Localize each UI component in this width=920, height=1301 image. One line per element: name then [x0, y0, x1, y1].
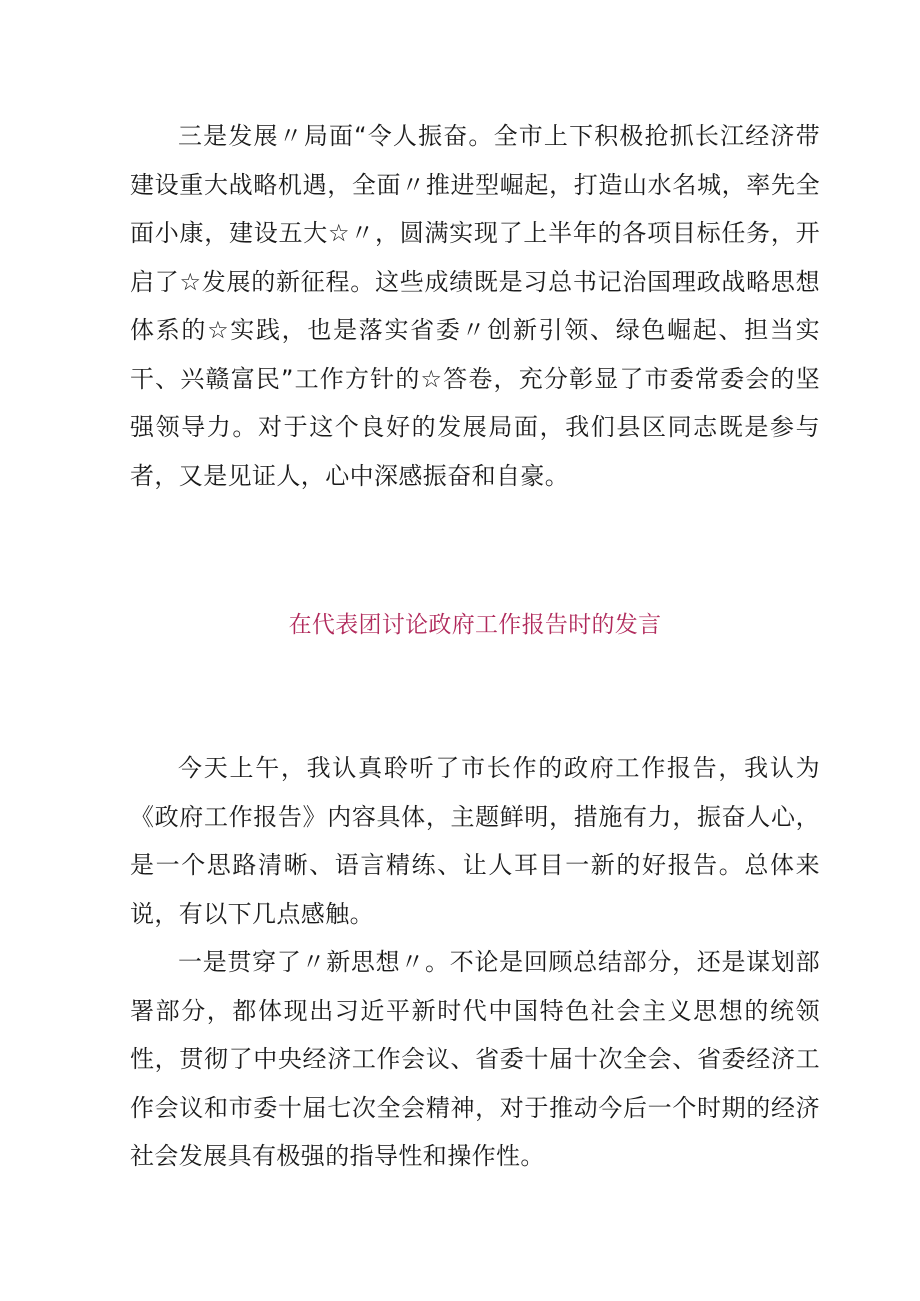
body-paragraph-new-thought: 一是贯穿了〃新思想〃。不论是回顾总结部分，还是谋划部署部分，都体现出习近平新时代中国特色社会主义思想的统领性，贯彻了中央经济工作会议、省委十届十次全会、省委经济工作会议和市委十届七次全会精神，对于推动今后一个时期的经济社会发展具有极强的指导性和操作性。: [130, 948, 820, 1170]
body-paragraph-opening: 今天上午，我认真聆听了市长作的政府工作报告，我认为《政府工作报告》内容具体，主题鲜明，措施有力，振奋人心，是一个思路清晰、语言精练、让人耳目一新的好报告。总体来说，有以下几点感触。: [130, 754, 820, 928]
body-paragraph-development-situation: 三是发展〃局面“令人振奋。全市上下积极抢抓长江经济带建设重大战略机遇，全面〃推进型崛起，打造山水名城，率先全面小康，建设五大☆〃，圆满实现了上半年的各项目标任务，开启了☆发展的新征程。这些成绩既是习总书记治国理政战略思想体系的☆实践，也是落实省委〃创新引领、绿色崛起、担当实干、兴赣富民”工作方针的☆答卷，充分彰显了市委常委会的坚强领导力。对于这个良好的发展局面，我们县区同志既是参与者，又是见证人，心中深感振奋和自豪。: [130, 122, 820, 490]
section-title: 在代表团讨论政府工作报告时的发言: [288, 612, 662, 638]
